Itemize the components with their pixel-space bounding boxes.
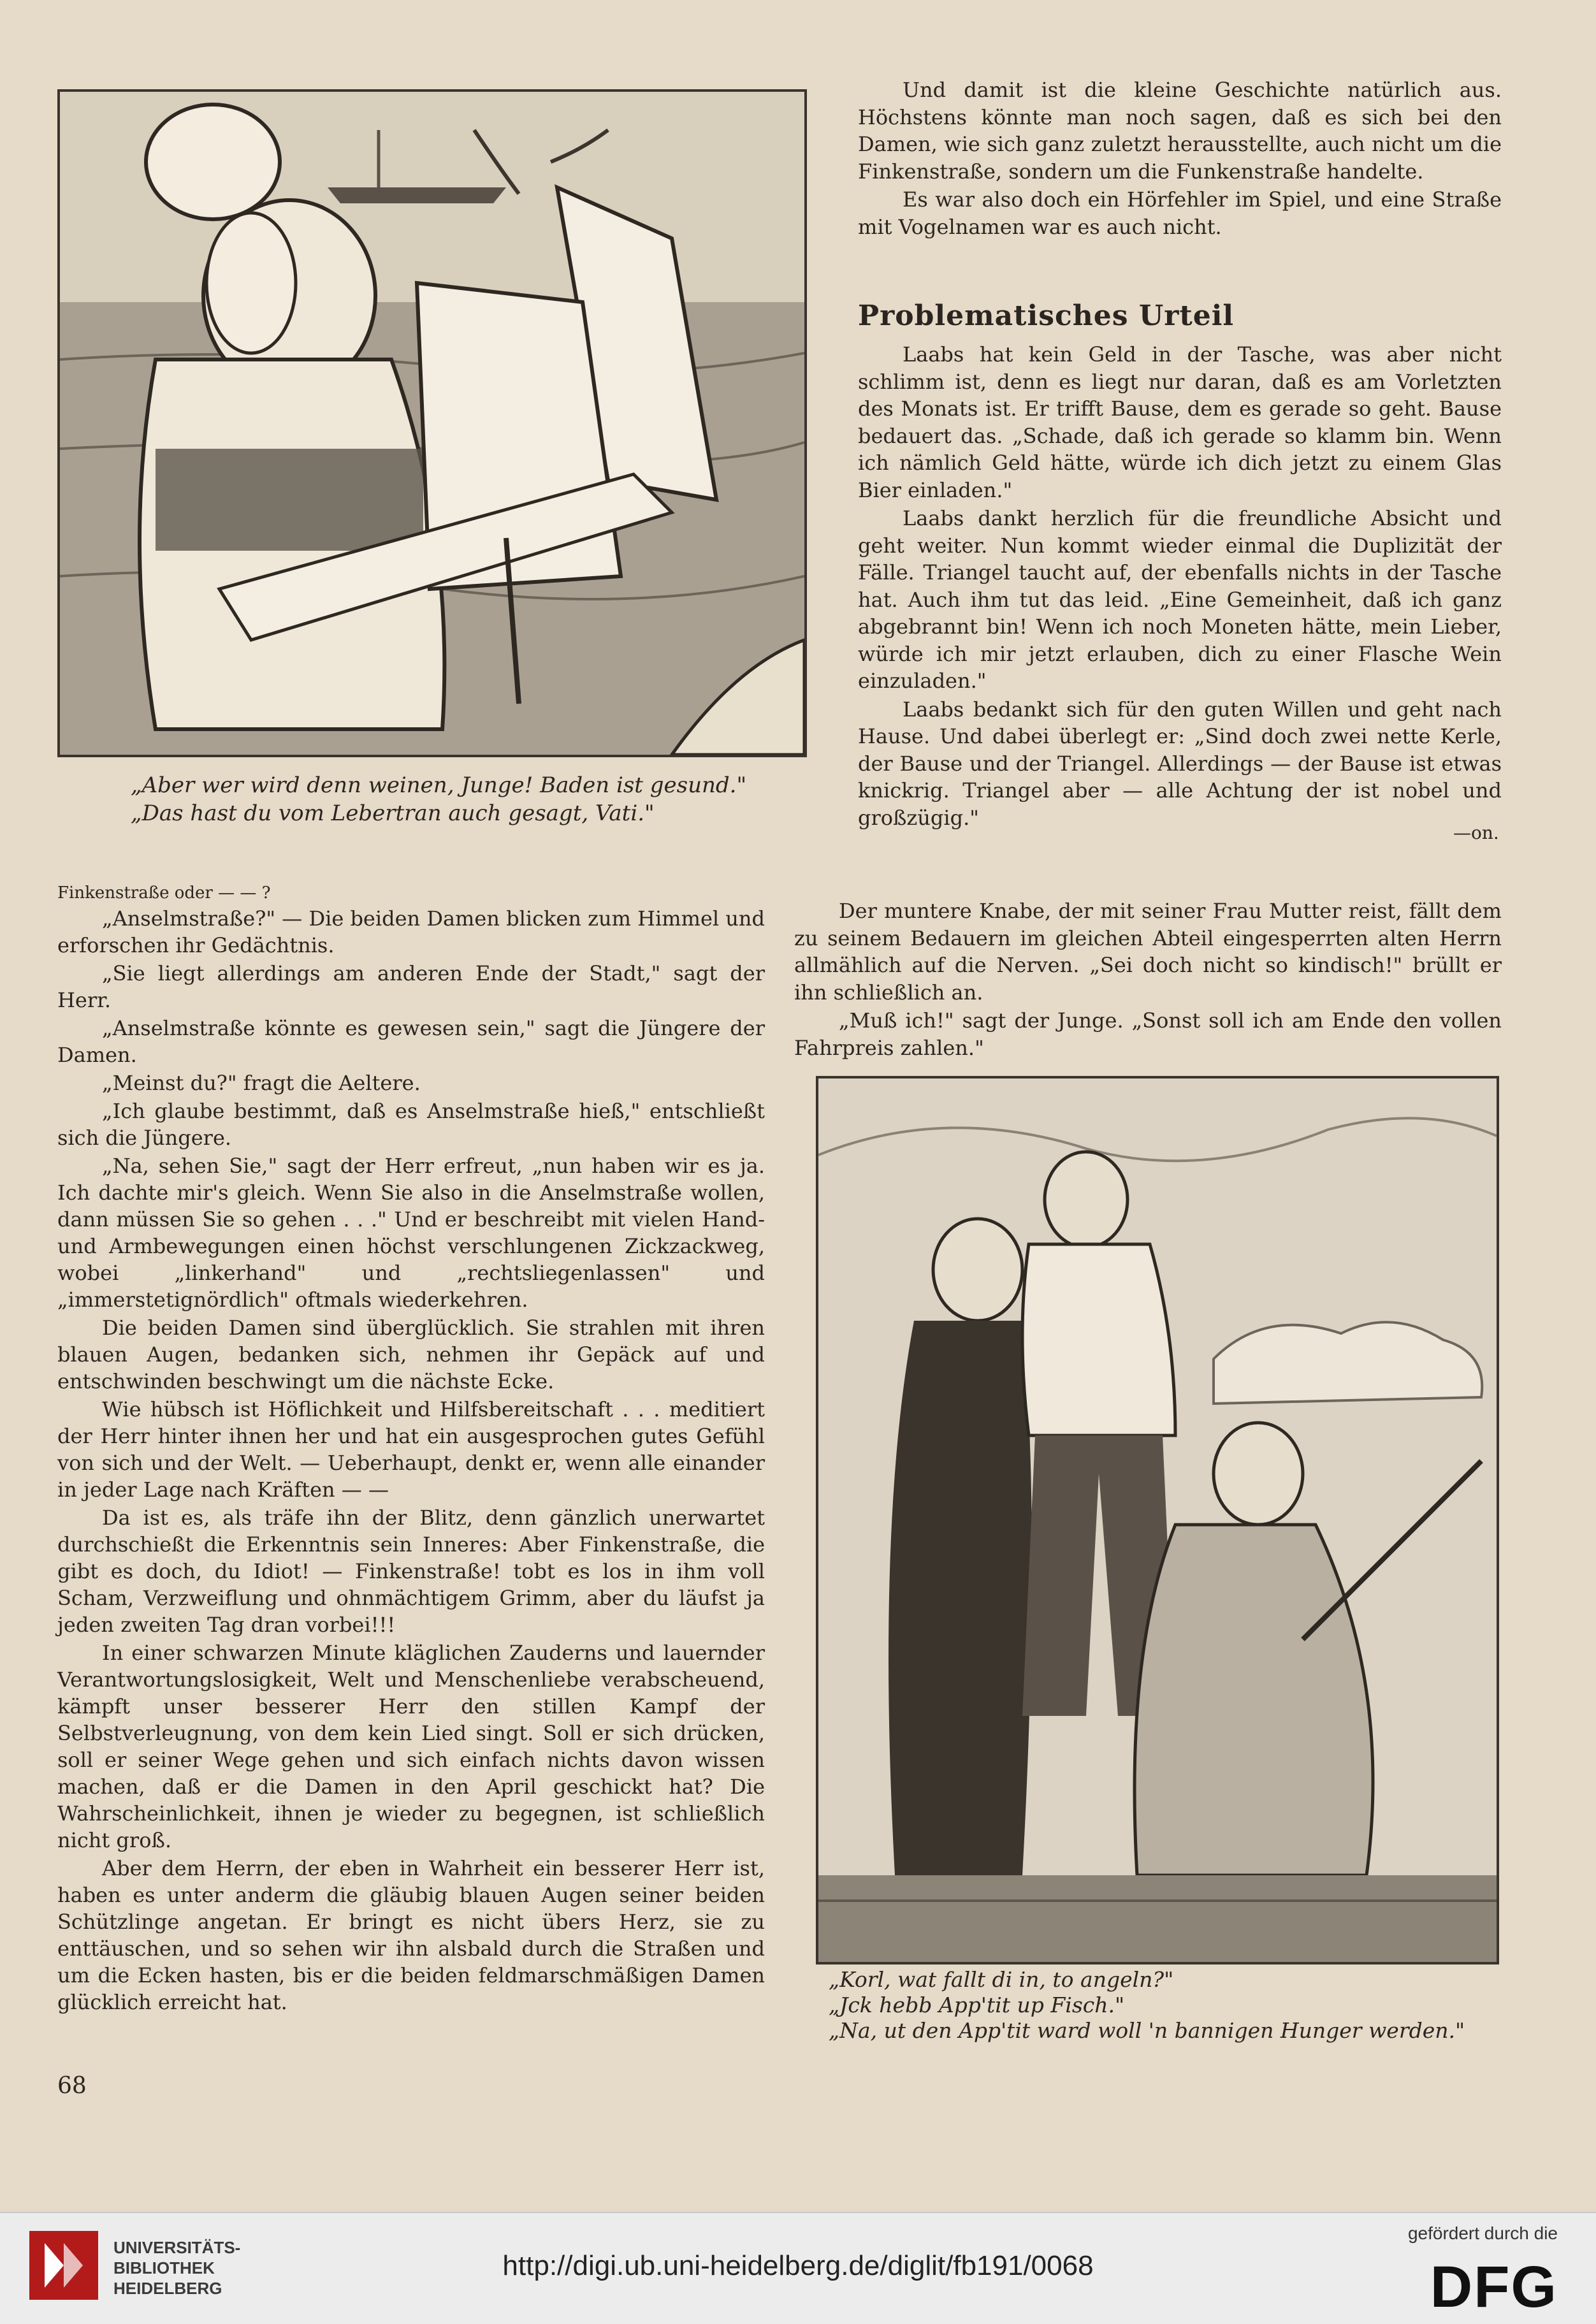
caption-line: „Aber wer wird denn weinen, Junge! Baden ist gesund." [131, 773, 747, 798]
paragraph: Laabs dankt herzlich für die freundliche Absicht und geht weiter. Nun kommt wieder einmal die Duplizität der Fälle. Triangel taucht auf, der ebenfalls nichts in der Tasche hat. Auch ihm tut das leid. „Eine Gemeinheit, daß ich ganz abgebrannt bin! Wenn ich noch Moneten hätte, mein Lieber, würde ich mir jetzt erlauben, dich zu einer Flasche Wein einzuladen." [858, 506, 1502, 693]
paragraph: „Anselmstraße?" — Die beiden Damen blicken zum Himmel und erforschen ihr Gedächtnis. [57, 906, 765, 957]
paragraph: „Sie liegt allerdings am anderen Ende der Stadt," sagt der Herr. [57, 961, 765, 1012]
paragraph: Laabs bedankt sich für den guten Willen und geht nach Hause. Und dabei überlegt er: „Sind doch zwei nette Kerle, der Bause und der Triangel. Allerdings — der Bause ist etwas knickrig. Triangel aber — alle Achtung der ist nobel und großzügig." [858, 697, 1502, 830]
paragraph: „Muß ich!" sagt der Junge. „Sonst soll ich am Ende den vollen Fahrpreis zahlen." [794, 1008, 1502, 1060]
paragraph: „Anselmstraße könnte es gewesen sein," sagt die Jüngere der Damen. [57, 1016, 765, 1067]
library-line: UNIVERSITÄTS- [113, 2238, 241, 2257]
paragraph: „Na, sehen Sie," sagt der Herr erfreut, „nun haben wir es ja. Ich dachte mir's gleich. Wenn Sie also in die Anselmstraße wollen, dann müssen Sie so gehen . . ." Und er beschreibt mit vielen Hand- und Armbewegungen einen höchst verschlungenen Zickzackweg, wobei „linkerhand" und „rechtsliegenlassen" und „immerstetignördlich" oftmals wiederkehren. [57, 1154, 765, 1312]
page-number: 68 [57, 2073, 87, 2099]
caption-line: „Na, ut den App'tit ward woll 'n bannigen Hunger werden." [829, 2018, 1465, 2043]
section-head: Finkenstraße oder — — ? [57, 883, 271, 903]
right-top-column [858, 76, 1502, 242]
paragraph: In einer schwarzen Minute kläglichen Zauderns und lauernder Verantwortungslosigkeit, Welt und Menschenliebe verabscheuend, kämpft unser besserer Herr den stillen Kampf der Selbstverleugnung, von dem kein Lied singt. Soll er sich drücken, soll er seiner Wege gehen und sich einfach nichts davon wissen machen, daß er die Damen in den April geschickt hat? Die Wahrscheinlichkeit, ihnen je wieder zu begegnen, ist schließlich nicht groß. [57, 1641, 765, 1852]
paragraph: Der muntere Knabe, der mit seiner Frau Mutter reist, fällt dem zu seinem Bedauern im gleichen Abteil eingesperrten alten Herrn allmählich auf die Nerven. „Sei doch nicht so kindisch!" brüllt er ihn schließlich an. [794, 899, 1502, 1005]
paragraph: Aber dem Herrn, der eben in Wahrheit ein besserer Herr ist, haben es unter anderm die gläubig blauen Augen seiner beiden Schützlinge angetan. Er bringt es nicht übers Herz, sie zu enttäuschen, und so sehen wir ihn alsbald durch die Straßen und um die Ecken hasten, bis er die beiden feldmarschmäßigen Damen glücklich erreicht hat. [57, 1856, 765, 2014]
caption-line: „Das hast du vom Lebertran auch gesagt, Vati." [131, 801, 655, 826]
illustration-beach-scene [57, 89, 807, 757]
author-signature: —on. [1453, 822, 1499, 843]
paragraph: Die beiden Damen sind überglücklich. Sie strahlen mit ihren blauen Augen, bedanken sich, nehmen ihr Gepäck auf und entschwinden beschwingt um die nächste Ecke. [57, 1316, 765, 1393]
top-illustration-caption [131, 771, 800, 827]
caption-line: „Korl, wat fallt di in, to angeln?" [829, 1967, 1174, 1992]
dfg-logo: DFG [1430, 2255, 1558, 2320]
paragraph: Es war also doch ein Hörfehler im Spiel, und eine Straße mit Vogelnamen war es auch nicht. [858, 187, 1502, 239]
article-body [858, 341, 1502, 832]
library-line: BIBLIOTHEK [113, 2258, 215, 2277]
beach-drawing [60, 92, 804, 755]
paragraph: Laabs hat kein Geld in der Tasche, was aber nicht schlimm ist, denn es liegt nur daran, daß es am Vorletzten des Monats ist. Er trifft Bause, dem es gerade so geht. Bause bedauert das. „Schade, daß ich gerade so klamm bin. Wenn ich nämlich Geld hätte, würde ich dich jetzt zu einem Glas Bier einladen." [858, 342, 1502, 502]
bottom-illustration-caption [829, 1967, 1504, 2044]
fishermen-drawing [818, 1078, 1497, 1962]
paragraph: Wie hübsch ist Höflichkeit und Hilfsbereitschaft . . . meditiert der Herr hinter ihnen her und hat ein ausgesprochen gutes Gefühl von sich und der Welt. — Ueberhaupt, denkt er, wenn alle einander in jeder Lage nach Kräften — — [57, 1397, 765, 1502]
right-middle-column [794, 897, 1502, 1063]
paragraph: „Meinst du?" fragt die Aeltere. [102, 1071, 421, 1095]
caption-line: „Jck hebb App'tit up Fisch." [829, 1993, 1125, 2017]
article-heading: Problematisches Urteil [858, 300, 1235, 332]
permalink-url[interactable]: http://digi.ub.uni-heidelberg.de/diglit/fb191/0068 [502, 2250, 1094, 2281]
paragraph: Da ist es, als träfe ihn der Blitz, denn gänzlich unerwartet durchschießt die Erkenntnis sein Inneres: Aber Finkenstraße, die gibt es doch, du Idiot! — Finkenstraße! tobt es los in ihm voll Scham, Verzweiflung und ohnmächtigem Grimm, aber du läufst ja jeden zweiten Tag dran vorbei!!! [57, 1506, 765, 1637]
library-line: HEIDELBERG [113, 2279, 222, 2298]
viewer-footer [0, 2212, 1596, 2324]
left-column [57, 905, 765, 2017]
illustration-fishermen [816, 1076, 1499, 1965]
sponsor-text: gefördert durch die [1407, 2223, 1558, 2243]
paragraph: „Ich glaube bestimmt, daß es Anselmstraße hieß," entschließt sich die Jüngere. [57, 1099, 765, 1150]
paragraph: Und damit ist die kleine Geschichte natürlich aus. Höchstens könnte man noch sagen, daß es sich bei den Damen, wie sich ganz zuletzt herausstellte, auch nicht um die Finkenstraße, sondern um die Funkenstraße handelte. [858, 78, 1502, 184]
